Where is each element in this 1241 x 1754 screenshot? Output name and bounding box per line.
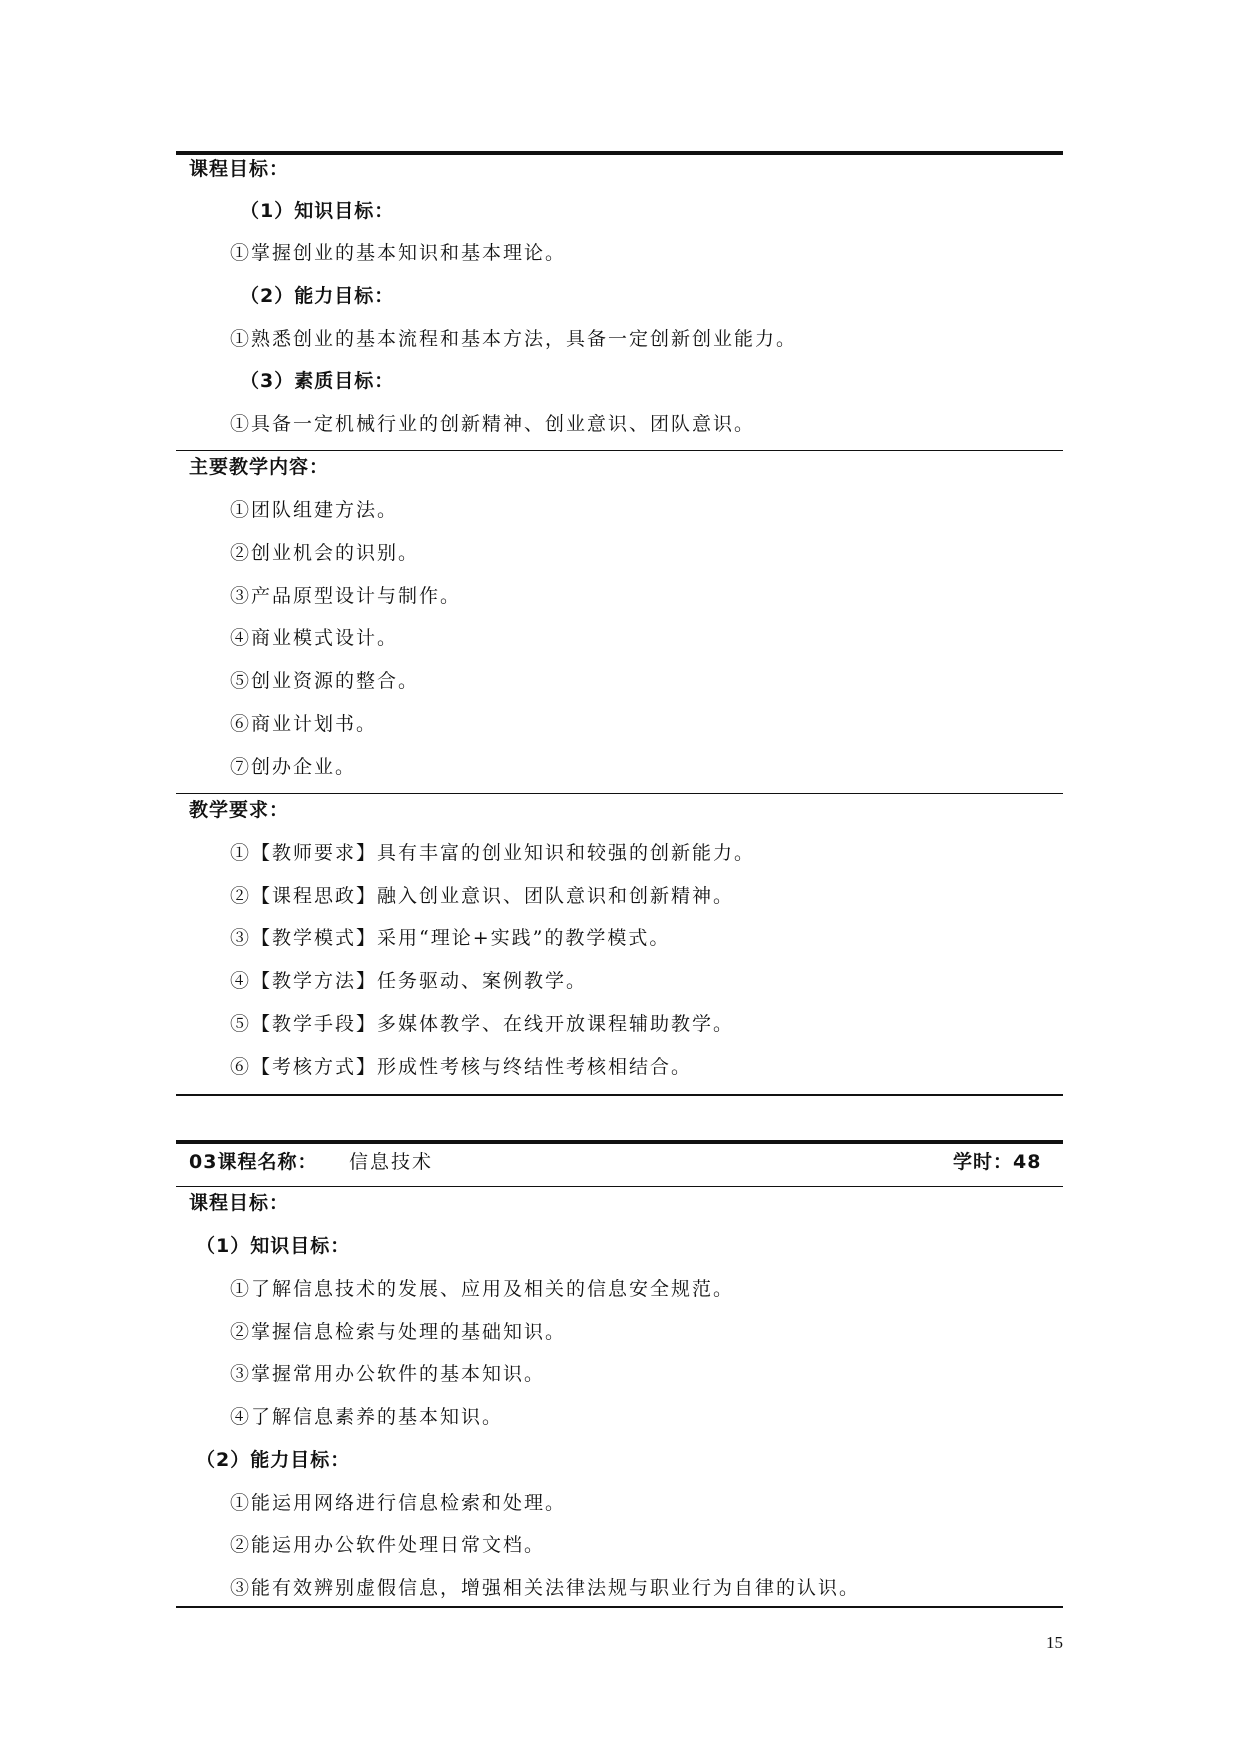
- knowledge-heading: （1）知识目标：: [240, 200, 395, 222]
- list-item: ①掌握创业的基本知识和基本理论。: [230, 242, 567, 264]
- table-top-border: [176, 151, 1063, 155]
- content-heading: 主要教学内容：: [189, 456, 330, 478]
- requirements-heading: 教学要求：: [189, 799, 290, 821]
- list-item: ④了解信息素养的基本知识。: [230, 1406, 504, 1428]
- table-bottom-border: [176, 1606, 1063, 1608]
- list-item: ②创业机会的识别。: [230, 542, 420, 564]
- row-divider: [176, 793, 1063, 794]
- list-item: ⑥【考核方式】形成性考核与终结性考核相结合。: [230, 1056, 693, 1078]
- course-name: 信息技术: [349, 1151, 434, 1173]
- goals-heading: 课程目标：: [189, 158, 290, 180]
- list-item: ①熟悉创业的基本流程和基本方法，具备一定创新创业能力。: [230, 328, 798, 350]
- list-item: ⑦创办企业。: [230, 756, 357, 778]
- list-item: ②【课程思政】融入创业意识、团队意识和创新精神。: [230, 885, 735, 907]
- list-item: ①具备一定机械行业的创新精神、创业意识、团队意识。: [230, 413, 756, 435]
- table-bottom-border: [176, 1094, 1063, 1096]
- ability-heading: （2）能力目标：: [240, 285, 395, 307]
- row-divider: [176, 450, 1063, 451]
- list-item: ③【教学模式】采用“理论+实践”的教学模式。: [230, 927, 671, 949]
- list-item: ①能运用网络进行信息检索和处理。: [230, 1492, 567, 1514]
- list-item: ①【教师要求】具有丰富的创业知识和较强的创新能力。: [230, 842, 756, 864]
- row-divider: [176, 1186, 1063, 1187]
- list-item: ①了解信息技术的发展、应用及相关的信息安全规范。: [230, 1278, 735, 1300]
- page-number: 15: [1046, 1633, 1063, 1652]
- list-item: ①团队组建方法。: [230, 499, 399, 521]
- list-item: ②能运用办公软件处理日常文档。: [230, 1534, 546, 1556]
- list-item: ⑥商业计划书。: [230, 713, 378, 735]
- goals-heading: 课程目标：: [189, 1192, 290, 1214]
- list-item: ④商业模式设计。: [230, 627, 399, 649]
- table-top-border: [176, 1140, 1063, 1144]
- quality-heading: （3）素质目标：: [240, 370, 395, 392]
- list-item: ④【教学方法】任务驱动、案例教学。: [230, 970, 588, 992]
- ability-heading: （2）能力目标：: [196, 1449, 351, 1471]
- list-item: ②掌握信息检索与处理的基础知识。: [230, 1321, 567, 1343]
- course-hours: 学时：48: [953, 1151, 1042, 1173]
- knowledge-heading: （1）知识目标：: [196, 1235, 351, 1257]
- list-item: ③能有效辨别虚假信息，增强相关法律法规与职业行为自律的认识。: [230, 1577, 861, 1599]
- list-item: ③产品原型设计与制作。: [230, 585, 462, 607]
- list-item: ⑤创业资源的整合。: [230, 670, 420, 692]
- list-item: ⑤【教学手段】多媒体教学、在线开放课程辅助教学。: [230, 1013, 735, 1035]
- list-item: ③掌握常用办公软件的基本知识。: [230, 1363, 546, 1385]
- course-name-label: 03课程名称：: [189, 1151, 318, 1173]
